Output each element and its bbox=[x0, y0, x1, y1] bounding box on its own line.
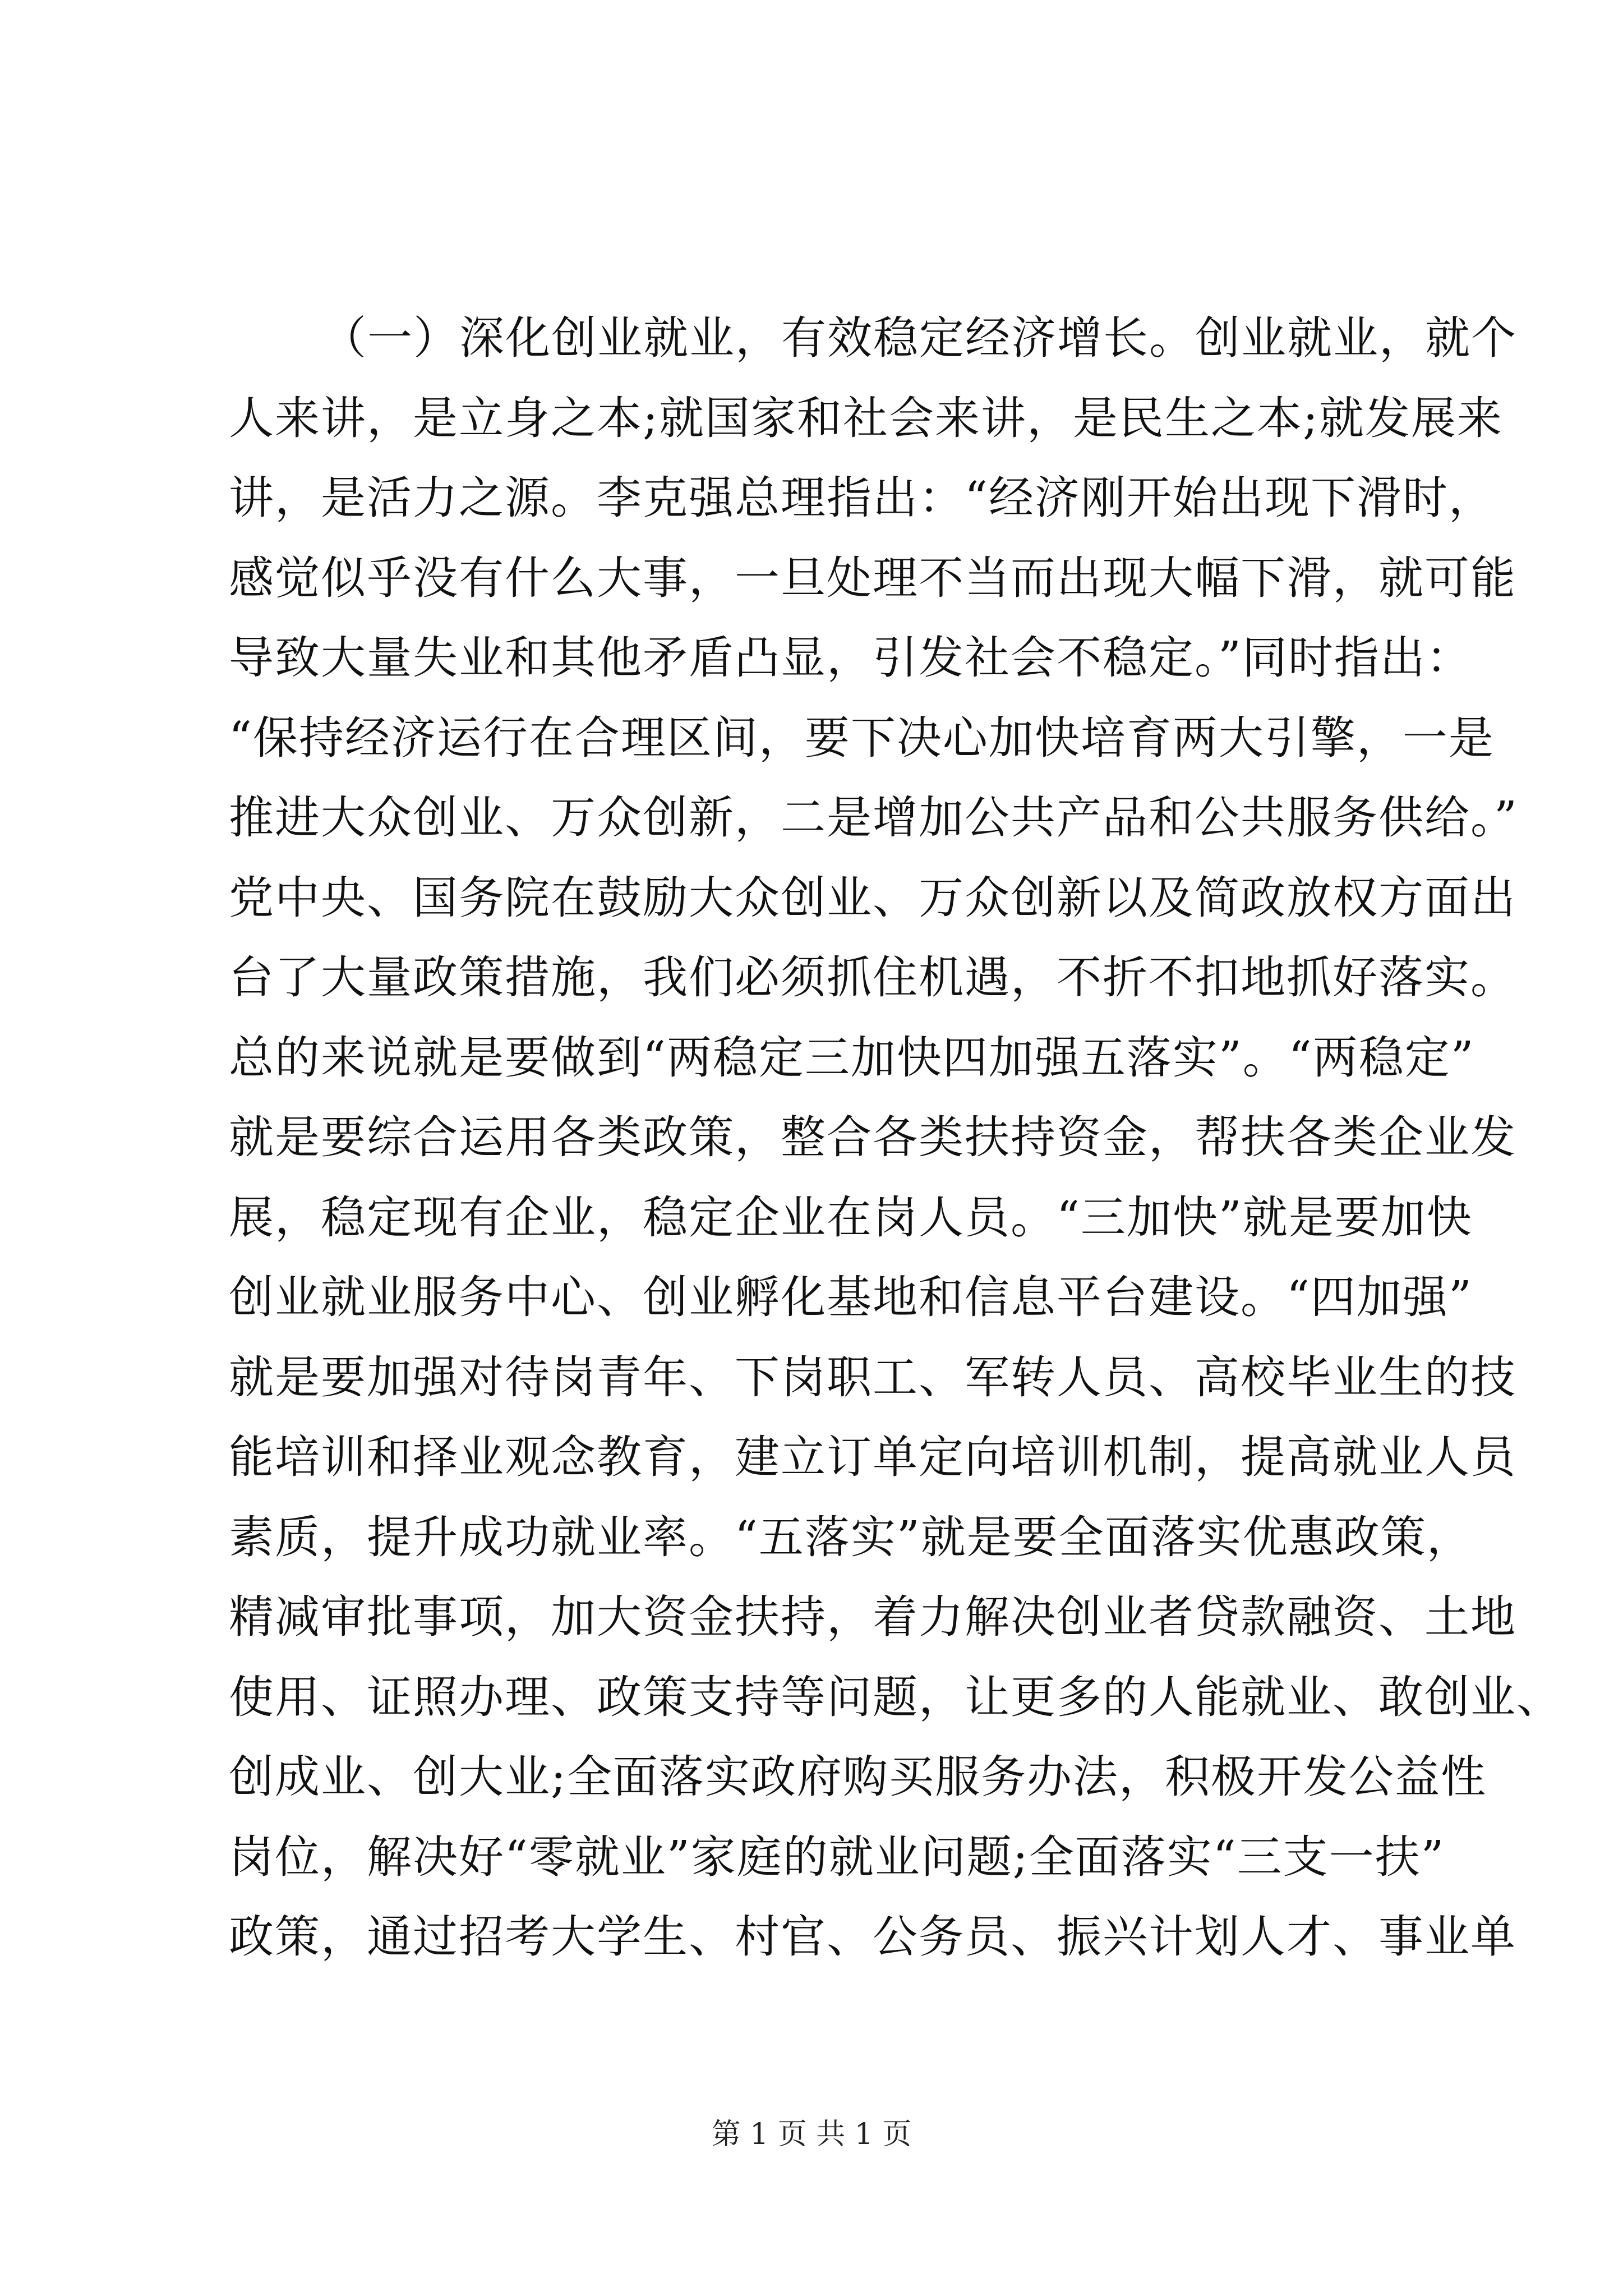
body-paragraph bbox=[229, 298, 1562, 1977]
text-line-17: 精减审批事项，加大资金扶持，着力解决创业者贷款融资、土地 bbox=[229, 1591, 1516, 1643]
text-line-5: 导致大量失业和其他矛盾凸显，引发社会不稳定。”同时指出： bbox=[229, 632, 1472, 684]
text-line-18: 使用、证照办理、政策支持等问题，让更多的人能就业、敢创业、 bbox=[229, 1671, 1562, 1723]
text-line-14: 就是要加强对待岗青年、下岗职工、军转人员、高校毕业生的技 bbox=[229, 1351, 1516, 1404]
text-line-11: 就是要综合运用各类政策，整合各类扶持资金，帮扶各类企业发 bbox=[229, 1111, 1516, 1163]
page-number-label: 第 1 页 共 1 页 bbox=[711, 2118, 912, 2151]
text-line-13: 创业就业服务中心、创业孵化基地和信息平台建设。“四加强” bbox=[229, 1271, 1473, 1323]
text-line-20: 岗位，解决好“零就业”家庭的就业问题;全面落实“三支一扶” bbox=[229, 1830, 1445, 1883]
text-line-16: 素质，提升成功就业率。“五落实”就是要全面落实优惠政策， bbox=[229, 1511, 1473, 1563]
page-footer bbox=[0, 2110, 1623, 2152]
text-line-3: 讲，是活力之源。李克强总理指出：“经济刚开始出现下滑时， bbox=[229, 472, 1495, 524]
text-line-21: 政策，通过招考大学生、村官、公务员、振兴计划人才、事业单 bbox=[229, 1911, 1516, 1963]
text-line-2: 人来讲，是立身之本;就国家和社会来讲，是民生之本;就发展来 bbox=[229, 392, 1503, 444]
text-line-4: 感觉似乎没有什么大事，一旦处理不当而出现大幅下滑，就可能 bbox=[229, 551, 1516, 604]
text-line-9: 台了大量政策措施，我们必须抓住机遇，不折不扣地抓好落实。 bbox=[229, 951, 1516, 1004]
text-line-1: （一）深化创业就业，有效稳定经济增长。创业就业，就个 bbox=[321, 312, 1517, 364]
text-line-10: 总的来说就是要做到“两稳定三加快四加强五落实”。“两稳定” bbox=[229, 1031, 1475, 1084]
text-line-15: 能培训和择业观念教育，建立订单定向培训机制，提高就业人员 bbox=[229, 1431, 1516, 1483]
text-line-8: 党中央、国务院在鼓励大众创业、万众创新以及简政放权方面出 bbox=[229, 871, 1516, 924]
text-line-12: 展，稳定现有企业，稳定企业在岗人员。“三加快”就是要加快 bbox=[229, 1191, 1473, 1244]
text-line-19: 创成业、创大业;全面落实政府购买服务办法，积极开发公益性 bbox=[229, 1751, 1487, 1803]
text-line-7: 推进大众创业、万众创新，二是增加公共产品和公共服务供给。” bbox=[229, 792, 1518, 844]
text-line-6: “保持经济运行在合理区间，要下决心加快培育两大引擎，一是 bbox=[229, 711, 1495, 764]
